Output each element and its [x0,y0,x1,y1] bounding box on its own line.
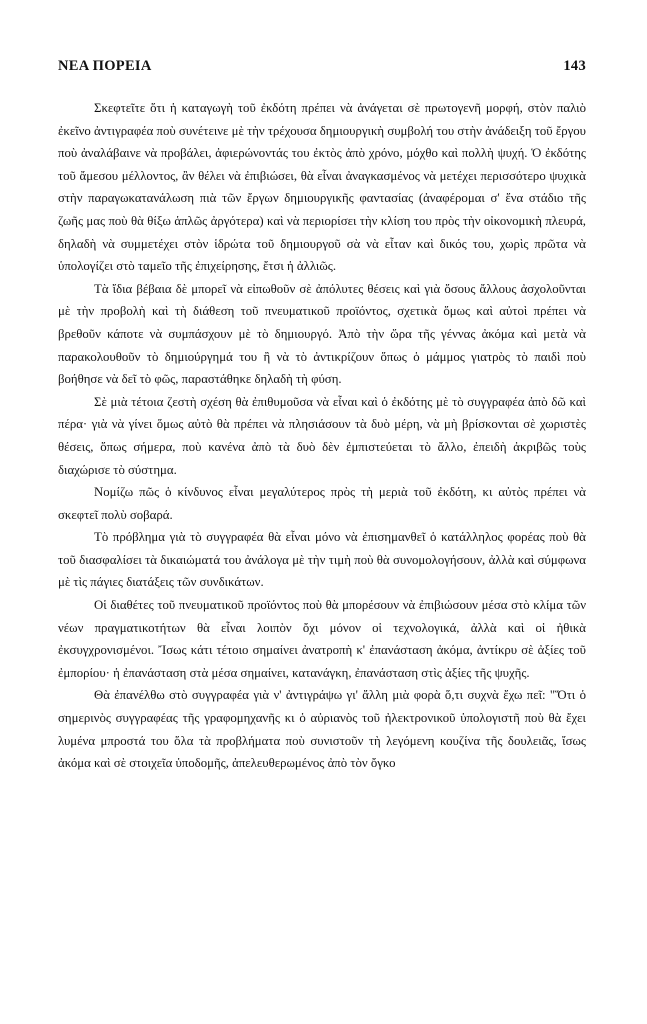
paragraph: Οἱ διαθέτες τοῦ πνευματικοῦ προϊόντος ποὺ θὰ μπορέσουν νὰ ἐπιβιώσουν μέσα στὸ κλίμα τῶν νέων πραγματικοτήτων θὰ εἶναι λοιπὸν ὄχι μόνον οἱ τεχνολογικά, ἀλλὰ καὶ οἱ ἠθικὰ ἐκσυγχρονισμένοι. Ἴσως κάτι τέτοιο σημαίνει ἀνατροπὴ κ' ἐπανάσταση ἀκόμα, ἀντίκρυ σὲ ἀξίες τοῦ ἐμπορίου· ἡ ἐπανάσταση στὰ μέσα σημαίνει, κατανάγκη, ἐπανάσταση στὶς ἀξίες τῆς ψυχῆς. [58,598,586,680]
body-text [58,97,586,775]
page-number: 143 [563,58,586,74]
paragraph: Σὲ μιὰ τέτοια ζεστὴ σχέση θὰ ἐπιθυμοῦσα νὰ εἶναι καὶ ὁ ἐκδότης μὲ τὸ συγγραφέα ἀπὸ δῶ καὶ πέρα· γιὰ νὰ γίνει ὅμως αὐτὸ θὰ πρέπει νὰ πλησιάσουν τὰ δυὸ μέρη, νὰ μὴ βρίσκονται σὲ χωριστὲς θέσεις, ὅπως σήμερα, ποὺ κανένα ἀπὸ τὰ δυὸ δὲν ἐμπιστεύεται τὸ ἄλλο, ἐπειδὴ ἀκριβῶς τοὺς διαχώρισε τὸ σύστημα. [58,394,586,477]
paragraph: Νομίζω πῶς ὁ κίνδυνος εἶναι μεγαλύτερος πρὸς τὴ μεριὰ τοῦ ἐκδότη, κι αὐτὸς πρέπει νὰ σκεφτεῖ πολὺ σοβαρά. [58,485,586,522]
page-header [58,58,586,75]
paragraph: Τὸ πρόβλημα γιὰ τὸ συγγραφέα θὰ εἶναι μόνο νὰ ἐπισημανθεῖ ὁ κατάλληλος φορέας ποὺ θὰ τοῦ διασφαλίσει τὰ δικαιώματά του ἀνάλογα μὲ τὴν τιμὴ ποὺ θὰ συνομολογήσουν, ἀλλὰ καὶ σύμφωνα μὲ τὶς πάγιες διατάξεις τῶν συνδικάτων. [58,530,586,590]
paragraph: Θὰ ἐπανέλθω στὸ συγγραφέα γιὰ ν' ἀντιγράψω γι' ἄλλη μιὰ φορὰ ὅ,τι συχνὰ ἔχω πεῖ: "Ὅτι ὁ σημερινὸς συγγραφέας τῆς γραφομηχανῆς κι ὁ αὐριανὸς τοῦ ἠλεκτρονικοῦ ὑπολογιστῆ ποὺ θὰ ἔχει λυμένα μπροστά του ὅλα τὰ προβλήματα ποὺ συνιστοῦν τὴ λεγόμενη κουζίνα τῆς δουλειᾶς, ἴσως ἀκόμα καὶ σὲ στοιχεῖα ὑποδομῆς, ἀπελευθερωμένος ἀπὸ τὸν ὄγκο [58,688,586,771]
running-title: ΝΕΑ ΠΟΡΕΙΑ [58,58,152,74]
book-page [58,58,586,775]
paragraph: Σκεφτεῖτε ὅτι ἡ καταγωγὴ τοῦ ἐκδότη πρέπει νὰ ἀνάγεται σὲ πρωτογενῆ μορφή, στὸν παλιὸ ἐκεῖνο ἀντιγραφέα ποὺ συνέτεινε μὲ τὴν τρέχουσα δημιουργικὴ συμβολή του στὴν ἀνάδειξη τοῦ ἔργου ποὺ ἀναλάβαινε νὰ προβάλει, ἀφιερώνοντάς του ἐκτὸς ἀπὸ χρόνο, μόχθο καὶ πολλὴ ψυχή. Ὁ ἐκδότης τοῦ ἄμεσου μέλλοντος, ἂν θέλει νὰ ἐπιβιώσει, θὰ εἶναι ἀναγκασμένος νὰ μετέχει περισσότερο ψυχικὰ στὴν παραγωκατανάλωση πιὰ τῶν ἔργων δημιουργικῆς φαντασίας (ἀναφέρομαι σ' ἕνα στάδιο τῆς ζωῆς μας ποὺ θὰ θίξω ἁπλῶς ἀργότερα) καὶ νὰ περιορίσει τὴν κλίση του πρὸς τὴν οἰκονομικὴ πλευρά, δηλαδὴ νὰ συμμετέχει στὸν ἱδρώτα τοῦ δημιουργοῦ σὰ νὰ εἶταν καὶ δικός του, χωρὶς πρῶτα νὰ ὑπολογίζει στὸ ταμεῖο τῆς ἐπιχείρησης, ἔτσι ἡ ἀλλιῶς. [58,101,586,274]
paragraph: Τὰ ἴδια βέβαια δὲ μπορεῖ νὰ εἰπωθοῦν σὲ ἀπόλυτες θέσεις καὶ γιὰ ὅσους ἄλλους ἀσχολοῦνται μὲ τὴν προβολὴ καὶ τὴ διάθεση τοῦ πνευματικοῦ προϊόντος, σχετικὰ ὅμως καὶ αὐτοὶ πρέπει νὰ βρεθοῦν κάποτε νὰ συμπάσχουν μὲ τὸ δημιουργό. Ἀπὸ τὴν ὥρα τῆς γέννας ἀκόμα καὶ μετὰ νὰ παρακολουθοῦν τὸ δημιούργημά του ἢ νὰ τὸ ἀντικρίζουν ὅπως ὁ μάμμος γιατρὸς τὸ παιδὶ ποὺ βοήθησε νὰ δεῖ τὸ φῶς, παραστάθηκε δηλαδὴ τὴ φύση. [58,281,586,387]
